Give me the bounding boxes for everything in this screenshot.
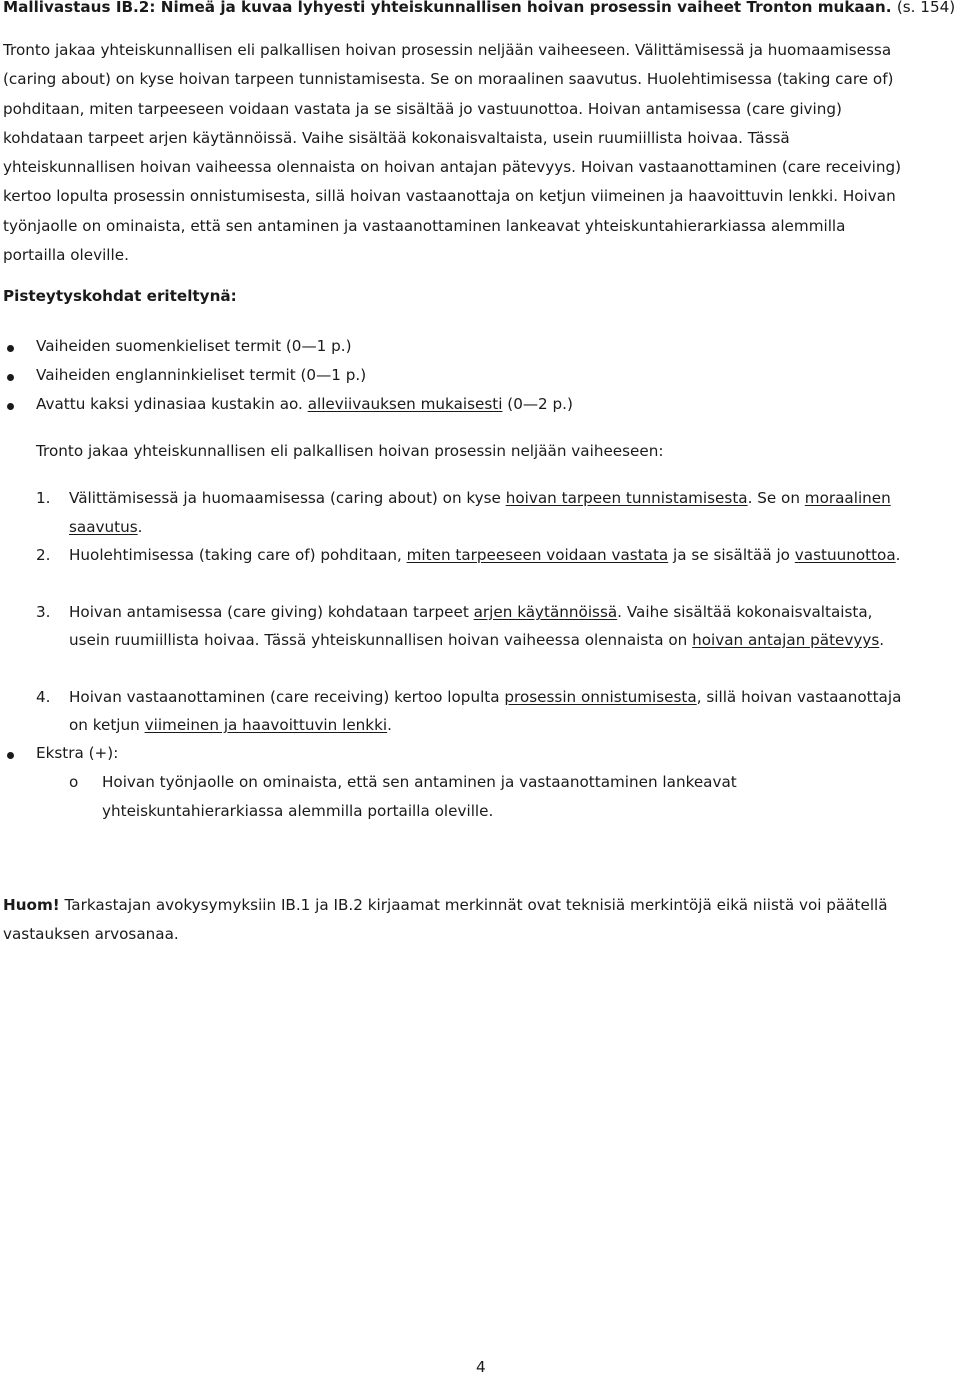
bullet-icon (7, 403, 14, 410)
note-line-2: vastauksen arvosanaa. (3, 925, 179, 943)
step-2-line-1 (69, 546, 900, 564)
underlined-phrase: hoivan tarpeen tunnistamisesta (505, 489, 748, 507)
scoring-item (36, 395, 573, 413)
page-title (3, 0, 955, 16)
underlined-phrase: vastuunottoa (794, 546, 896, 564)
note-line-1 (3, 896, 888, 914)
step-number: 2. (36, 546, 51, 564)
extra-line-2: yhteiskuntahierarkiassa alemmilla portailla oleville. (102, 802, 494, 820)
step-4-line-1 (69, 688, 901, 706)
step-text: . Se on (747, 489, 805, 507)
note-text: Tarkastajan avokysymyksiin IB.1 ja IB.2 kirjaamat merkinnät ovat teknisiä merkintöjä eikä niistä voi päätellä (59, 896, 888, 914)
title-reference: (s. 154) (896, 0, 956, 16)
underlined-phrase: saavutus (69, 518, 138, 536)
step-text: , sillä hoivan vastaanottaja (696, 688, 902, 706)
underlined-phrase: moraalinen (804, 489, 891, 507)
step-text: . (387, 716, 392, 734)
step-text: ja se sisältää jo (668, 546, 795, 564)
step-text: . (879, 631, 885, 649)
scoring-item-text: Avattu kaksi ydinasiaa kustakin ao. (36, 395, 308, 413)
scoring-item-points: (0—2 p.) (502, 395, 573, 413)
step-text: . (137, 518, 143, 536)
step-text: Hoivan vastaanottaminen (care receiving) kertoo lopulta (69, 688, 505, 706)
intro-line: kertoo lopulta prosessin onnistumisesta, sillä hoivan vastaanottaja on ketjun viimeinen ja haavoittuvin lenkki. Hoivan (3, 187, 896, 206)
title-text: Mallivastaus IB.2: Nimeä ja kuvaa lyhyesti yhteiskunnallisen hoivan prosessin vaiheet Tronton mukaan. (3, 0, 892, 16)
intro-line: Tronto jakaa yhteiskunnallisen eli palkallisen hoivan prosessin neljään vaiheeseen. Välittämisessä ja huomaamisessa (3, 41, 892, 59)
step-1-line-2 (69, 518, 142, 536)
lead-in-text: Tronto jakaa yhteiskunnallisen eli palkallisen hoivan prosessin neljään vaiheeseen: (36, 442, 664, 460)
step-3-line-1 (69, 603, 872, 621)
step-number: 1. (36, 489, 51, 507)
step-3-line-2 (69, 631, 884, 649)
sub-bullet-icon: o (69, 773, 79, 791)
step-text: usein ruumiillista hoivaa. Tässä yhteiskunnallisen hoivan vaiheessa olennaista on (69, 631, 693, 649)
step-text: . (895, 546, 901, 564)
underlined-phrase: arjen käytännöissä (473, 603, 618, 621)
scoring-item: Vaiheiden englanninkieliset termit (0—1 p.) (36, 366, 367, 384)
extra-line-1: Hoivan työnjaolle on ominaista, että sen antaminen ja vastaanottaminen lankeavat (102, 773, 737, 791)
intro-paragraph (3, 36, 959, 270)
underlined-phrase: hoivan antajan pätevyys (692, 631, 880, 649)
step-number: 4. (36, 688, 51, 706)
step-1-line-1 (69, 489, 891, 507)
underlined-phrase: miten tarpeeseen voidaan vastata (406, 546, 669, 564)
scoring-heading: Pisteytyskohdat eriteltynä: (3, 287, 237, 305)
extra-label: Ekstra (+): (36, 744, 119, 762)
underlined-phrase: prosessin onnistumisesta (504, 688, 697, 706)
intro-line: pohditaan, miten tarpeeseen voidaan vastata ja se sisältää jo vastuunottoa. Hoivan antamisessa (care giving) (3, 99, 842, 118)
step-number: 3. (36, 603, 51, 621)
note-label: Huom! (3, 896, 60, 914)
page-number: 4 (476, 1358, 486, 1376)
step-text: on ketjun (69, 716, 145, 734)
intro-line: (caring about) on kyse hoivan tarpeen tunnistamisesta. Se on moraalinen saavutus. Huolehtimisessa (taking care of) (3, 70, 894, 89)
bullet-icon (7, 752, 14, 759)
intro-line: portailla oleville. (3, 246, 129, 265)
intro-line: yhteiskunnallisen hoivan vaiheessa olennaista on hoivan antajan pätevyys. Hoivan vastaanottaminen (care receiving) (3, 158, 902, 177)
step-text: . Vaihe sisältää kokonaisvaltaista, (617, 603, 873, 621)
step-4-line-2 (69, 716, 392, 734)
bullet-icon (7, 374, 14, 381)
underlined-phrase: alleviivauksen mukaisesti (307, 395, 503, 413)
bullet-icon (7, 345, 14, 352)
intro-line: työnjaolle on ominaista, että sen antaminen ja vastaanottaminen lankeavat yhteiskuntahierarkiassa alemmilla (3, 216, 846, 235)
step-text: Hoivan antamisessa (care giving) kohdataan tarpeet (69, 603, 474, 621)
scoring-item: Vaiheiden suomenkieliset termit (0—1 p.) (36, 337, 352, 355)
step-text: Välittämisessä ja huomaamisessa (caring about) on kyse (69, 489, 506, 507)
intro-line: kohdataan tarpeet arjen käytännöissä. Vaihe sisältää kokonaisvaltaista, usein ruumiillista hoivaa. Tässä (3, 128, 790, 147)
underlined-phrase: viimeinen ja haavoittuvin lenkki (144, 716, 388, 734)
step-text: Huolehtimisessa (taking care of) pohditaan, (69, 546, 407, 564)
